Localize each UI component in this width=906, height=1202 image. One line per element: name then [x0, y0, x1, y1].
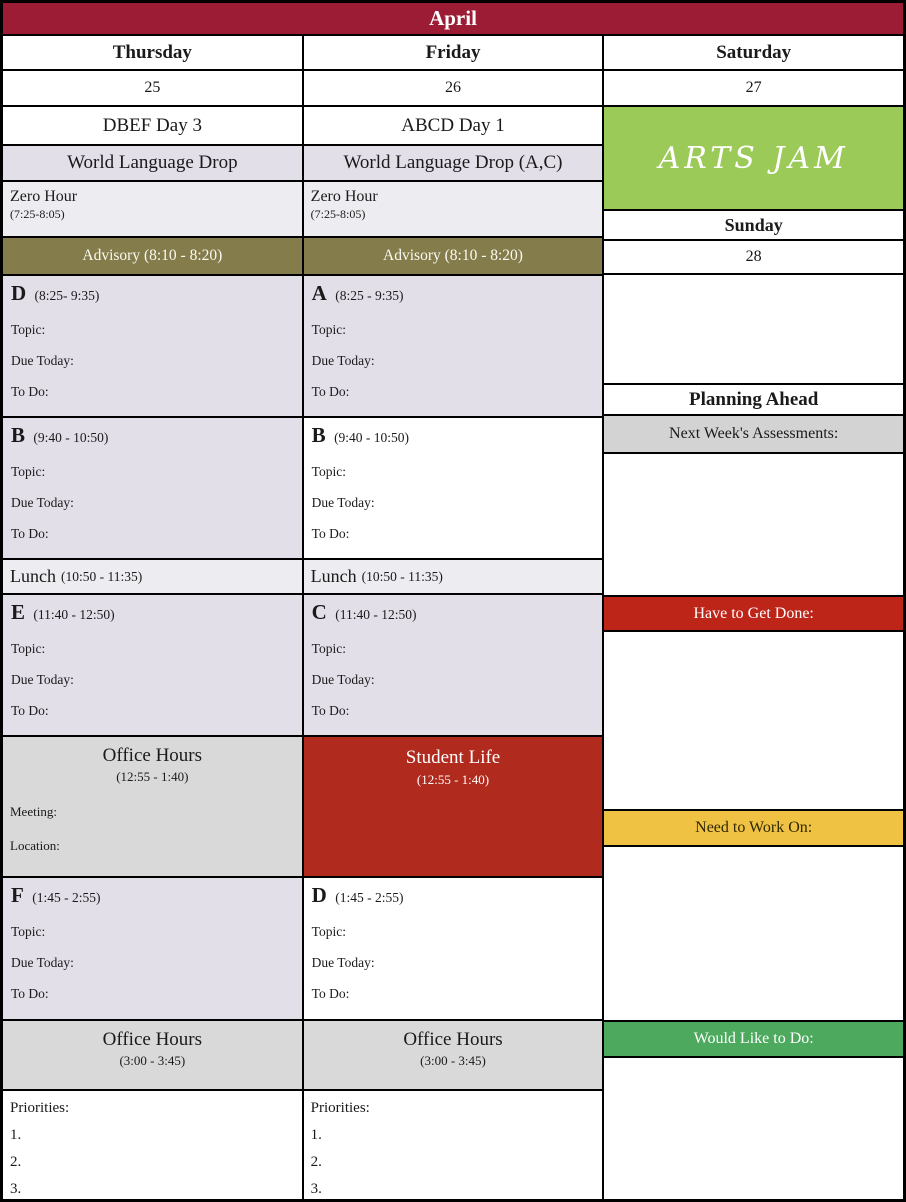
- due-today-label: Due Today:: [11, 955, 74, 970]
- friday-period-a: [304, 276, 603, 418]
- period-letter: C: [311, 600, 327, 624]
- lunch-label: Lunch: [310, 566, 357, 586]
- priority-item-3: 3.: [310, 1181, 322, 1197]
- need-to-work-on-notes-area: [604, 847, 903, 1022]
- thursday-day-header: Thursday: [3, 36, 302, 71]
- friday-period-b: [304, 418, 603, 560]
- period-header: [11, 883, 294, 908]
- friday-date: 26: [304, 71, 603, 107]
- calendar-grid: [3, 36, 903, 1199]
- period-letter: D: [11, 281, 27, 305]
- assessments-bar: Next Week's Assessments:: [604, 416, 903, 454]
- sunday-date: 28: [604, 241, 903, 275]
- period-letter: F: [11, 883, 24, 907]
- zero-hour-label: Zero Hour: [10, 188, 78, 205]
- period-header: [11, 423, 294, 448]
- need-to-work-on-bar: Need to Work On:: [604, 811, 903, 847]
- location-label: Location:: [10, 838, 60, 853]
- period-letter: E: [11, 600, 26, 624]
- would-like-to-do-notes-area: [604, 1058, 903, 1199]
- to-do-label: To Do:: [11, 703, 49, 718]
- friday-lunch: [304, 560, 603, 595]
- column-thursday: [3, 36, 304, 1199]
- office-hours-time: (3:00 - 3:45): [420, 1053, 486, 1068]
- thursday-period-d: [3, 276, 302, 418]
- would-like-to-do-bar: Would Like to Do:: [604, 1022, 903, 1058]
- topic-label: Topic:: [11, 322, 46, 337]
- lunch-label: Lunch: [10, 566, 56, 586]
- sunday-day-header: Sunday: [604, 211, 903, 241]
- have-to-get-done-notes-area: [604, 632, 903, 811]
- thursday-zero-hour: [3, 182, 302, 238]
- topic-label: Topic:: [311, 464, 346, 479]
- period-time: (9:40 - 10:50): [334, 430, 410, 445]
- priority-item-3: 3.: [10, 1181, 22, 1197]
- due-today-label: Due Today:: [311, 353, 375, 368]
- due-today-label: Due Today:: [11, 495, 74, 510]
- assessments-notes-area: [604, 454, 903, 597]
- to-do-label: To Do:: [311, 703, 350, 718]
- period-header: [312, 600, 595, 625]
- saturday-event-arts-jam: ARTS JAM: [604, 107, 903, 211]
- friday-priorities: [304, 1091, 603, 1199]
- thursday-lunch: [3, 560, 302, 595]
- student-life-time: (12:55 - 1:40): [416, 772, 490, 787]
- month-header: April: [3, 3, 903, 36]
- priority-item-1: 1.: [10, 1127, 22, 1143]
- due-today-label: Due Today:: [311, 495, 375, 510]
- due-today-label: Due Today:: [11, 672, 74, 687]
- topic-label: Topic:: [311, 924, 346, 939]
- topic-label: Topic:: [11, 641, 46, 656]
- topic-label: Topic:: [11, 464, 46, 479]
- friday-language-drop: World Language Drop (A,C): [304, 146, 603, 182]
- to-do-label: To Do:: [11, 384, 49, 399]
- friday-period-d: [304, 878, 603, 1021]
- thursday-office-hours-end: [3, 1021, 302, 1091]
- thursday-date: 25: [3, 71, 302, 107]
- to-do-label: To Do:: [11, 526, 49, 541]
- period-header: [11, 281, 294, 306]
- office-hours-time: (3:00 - 3:45): [119, 1053, 186, 1068]
- period-time: (8:25- 9:35): [34, 288, 100, 303]
- thursday-day-type: DBEF Day 3: [3, 107, 302, 146]
- period-letter: B: [11, 423, 26, 447]
- due-today-label: Due Today:: [311, 955, 375, 970]
- topic-label: Topic:: [311, 322, 346, 337]
- meeting-label: Meeting:: [10, 804, 57, 819]
- period-time: (1:45 - 2:55): [32, 890, 101, 905]
- to-do-label: To Do:: [11, 986, 49, 1001]
- topic-label: Topic:: [11, 924, 46, 939]
- period-time: (11:40 - 12:50): [335, 607, 417, 622]
- zero-hour-time: (7:25-8:05): [310, 207, 366, 221]
- priorities-label: Priorities:: [310, 1100, 370, 1116]
- thursday-priorities: [3, 1091, 302, 1199]
- to-do-label: To Do:: [311, 526, 350, 541]
- friday-period-c: [304, 595, 603, 737]
- thursday-language-drop: World Language Drop: [3, 146, 302, 182]
- saturday-day-header: Saturday: [604, 36, 903, 71]
- period-letter: B: [311, 423, 326, 447]
- friday-student-life: [304, 737, 603, 878]
- period-letter: A: [311, 281, 327, 305]
- due-today-label: Due Today:: [11, 353, 74, 368]
- zero-hour-label: Zero Hour: [310, 188, 378, 205]
- priority-item-2: 2.: [310, 1154, 322, 1170]
- office-hours-label: Office Hours: [102, 1029, 203, 1050]
- priority-item-1: 1.: [310, 1127, 322, 1143]
- to-do-label: To Do:: [311, 986, 350, 1001]
- student-life-label: Student Life: [405, 747, 501, 768]
- office-hours-label: Office Hours: [403, 1029, 503, 1050]
- column-friday: [304, 36, 605, 1199]
- have-to-get-done-bar: Have to Get Done:: [604, 597, 903, 632]
- period-header: [312, 883, 595, 908]
- priority-item-2: 2.: [10, 1154, 22, 1170]
- column-weekend: [604, 36, 903, 1199]
- zero-hour-time: (7:25-8:05): [10, 207, 65, 221]
- thursday-office-hours-midday: [3, 737, 302, 878]
- thursday-advisory: Advisory (8:10 - 8:20): [3, 238, 302, 276]
- due-today-label: Due Today:: [311, 672, 375, 687]
- period-time: (11:40 - 12:50): [33, 607, 115, 622]
- friday-advisory: Advisory (8:10 - 8:20): [304, 238, 603, 276]
- sunday-notes-area: [604, 275, 903, 385]
- period-letter: D: [311, 883, 327, 907]
- friday-day-type: ABCD Day 1: [304, 107, 603, 146]
- thursday-period-f: [3, 878, 302, 1021]
- saturday-date: 27: [604, 71, 903, 107]
- period-time: (9:40 - 10:50): [33, 430, 109, 445]
- topic-label: Topic:: [311, 641, 346, 656]
- to-do-label: To Do:: [311, 384, 350, 399]
- office-hours-time: (12:55 - 1:40): [116, 769, 189, 784]
- thursday-period-e: [3, 595, 302, 737]
- lunch-time: (10:50 - 11:35): [361, 568, 443, 584]
- priorities-label: Priorities:: [10, 1100, 70, 1116]
- friday-day-header: Friday: [304, 36, 603, 71]
- office-hours-label: Office Hours: [102, 745, 203, 766]
- thursday-period-b: [3, 418, 302, 560]
- period-header: [312, 281, 595, 306]
- period-time: (8:25 - 9:35): [335, 288, 404, 303]
- lunch-time: (10:50 - 11:35): [60, 568, 143, 584]
- period-header: [11, 600, 294, 625]
- friday-office-hours-end: [304, 1021, 603, 1091]
- period-header: [312, 423, 595, 448]
- period-time: (1:45 - 2:55): [335, 890, 404, 905]
- planning-ahead-header: Planning Ahead: [604, 385, 903, 416]
- friday-zero-hour: [304, 182, 603, 238]
